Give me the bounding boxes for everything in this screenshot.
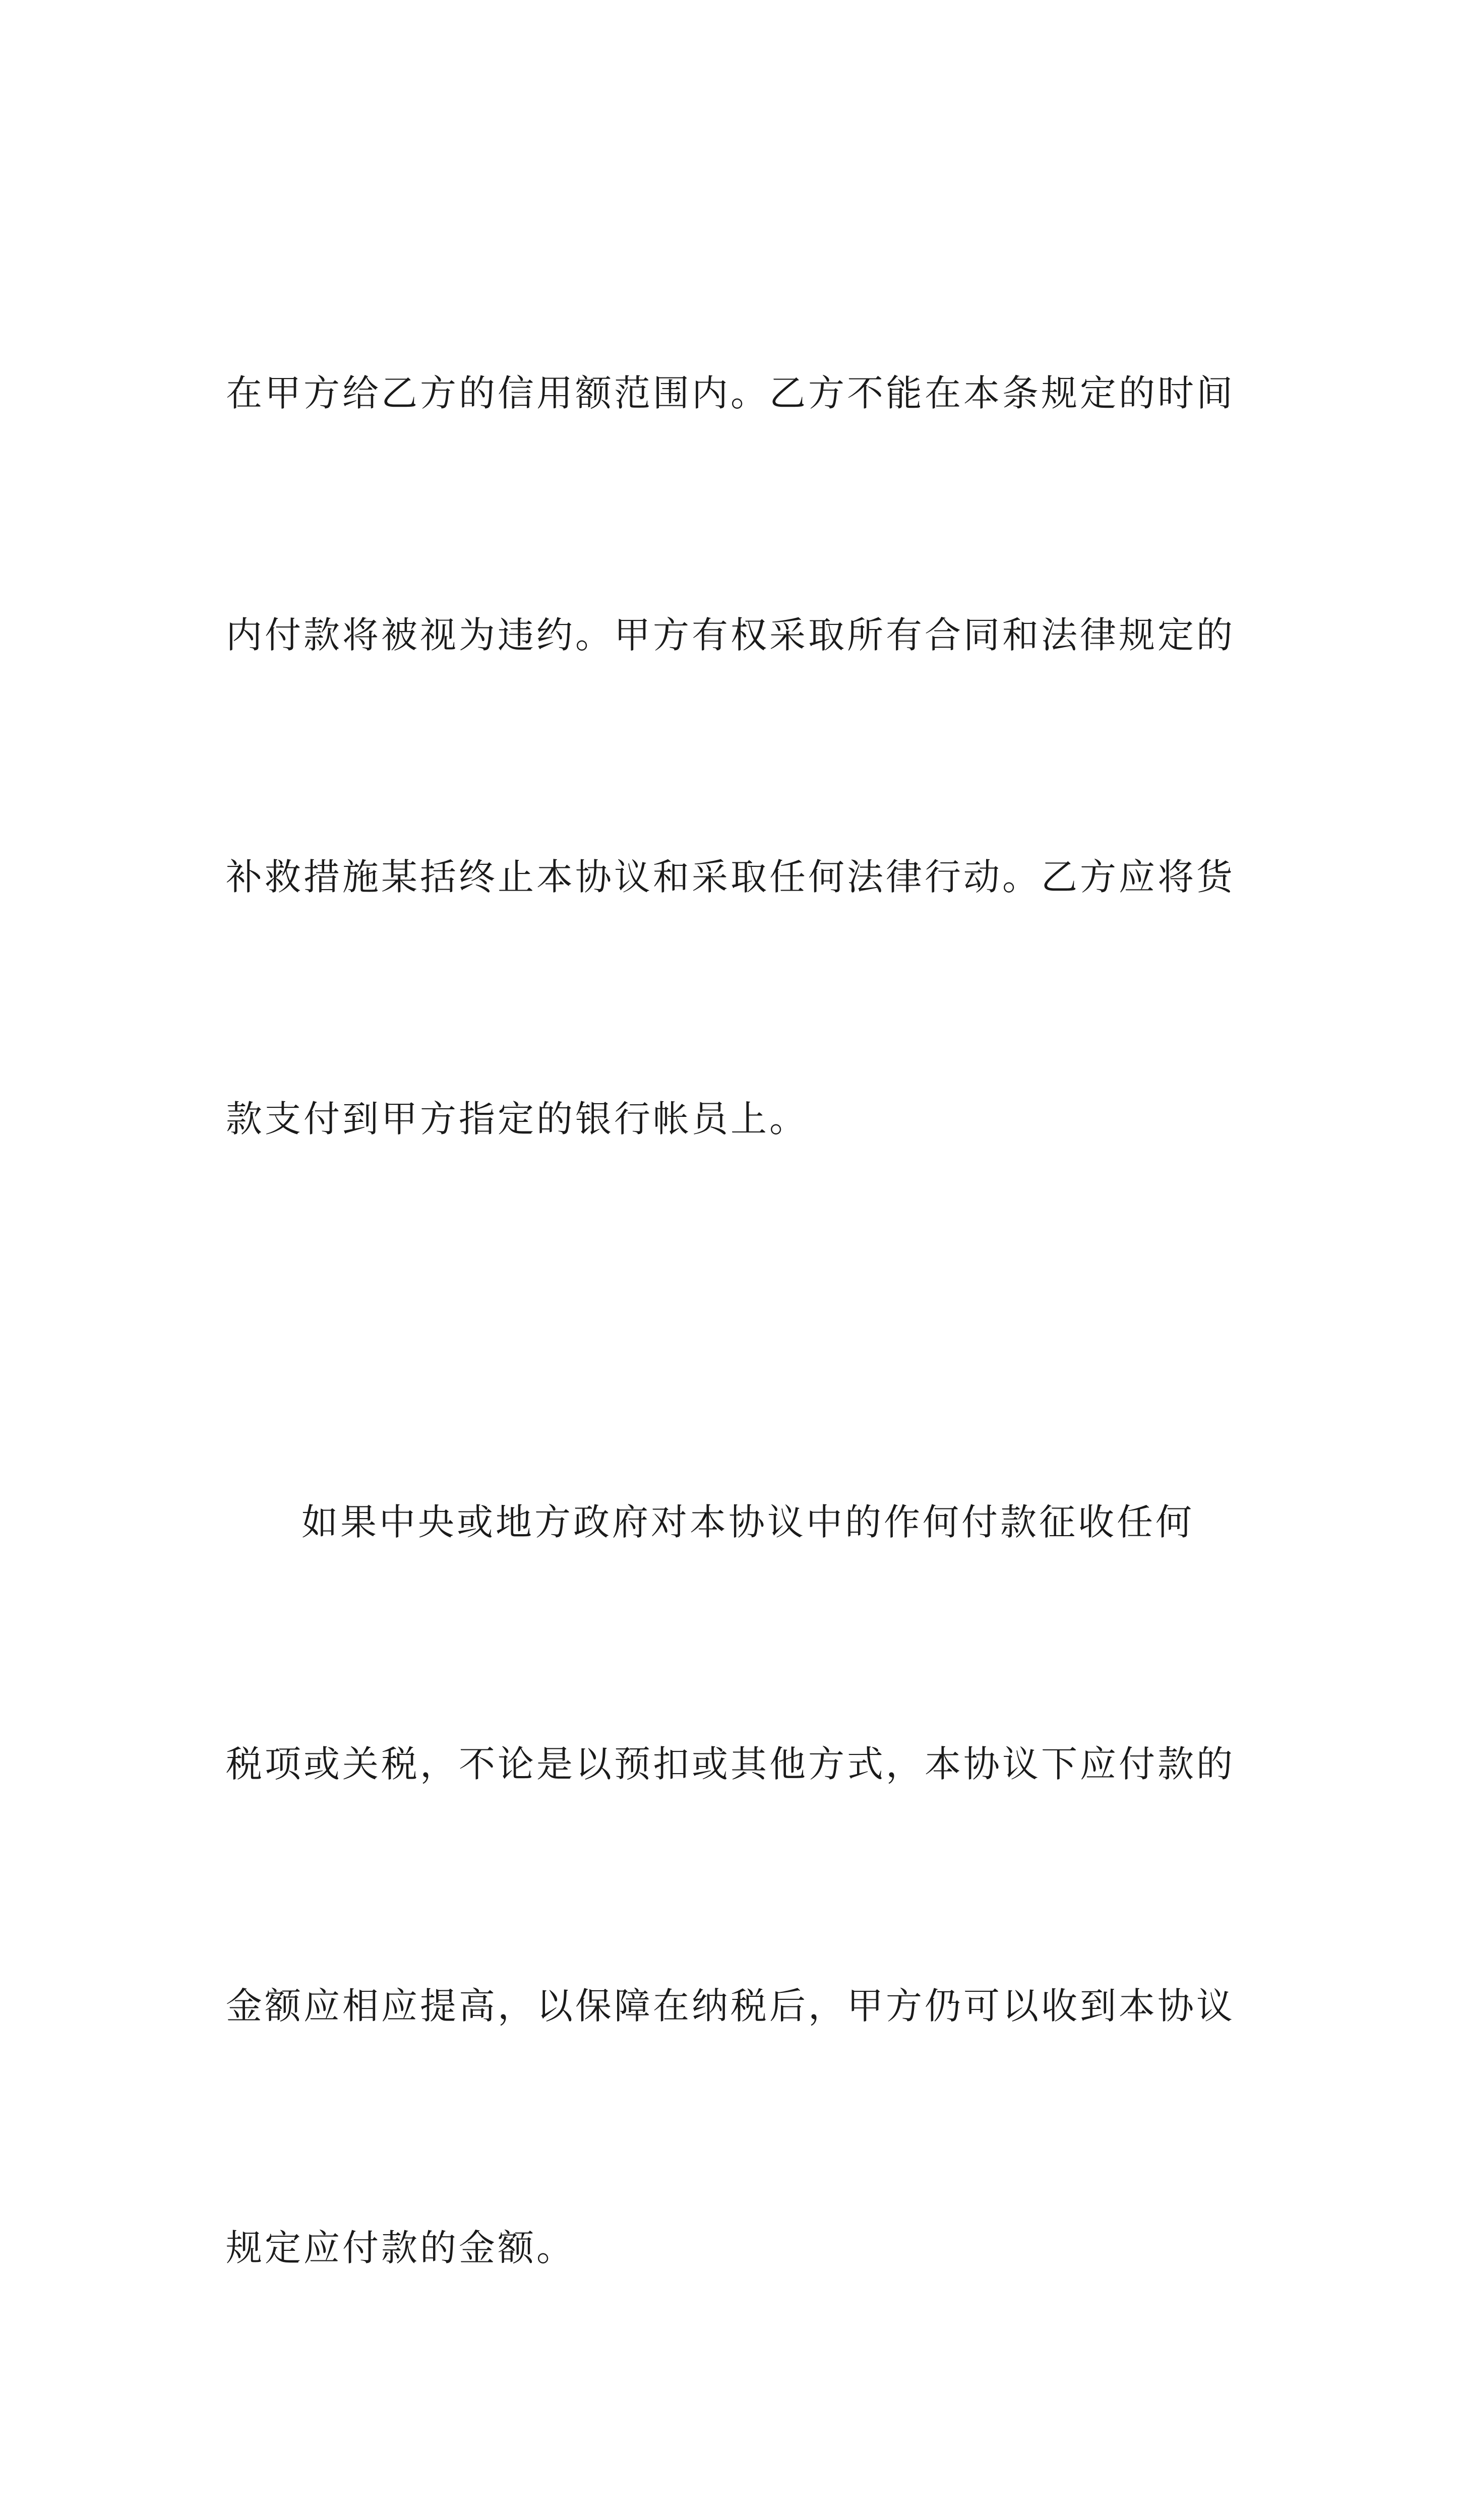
text-line: 款支付到甲方指定的银行帐员上。 <box>226 1098 809 1140</box>
text-line: 如果中央或地方政府对本协议中的作何付款征收任何 <box>301 1501 1195 1543</box>
document-page <box>226 192 1249 2520</box>
text-line: 规定应付款的金额。 <box>226 2227 576 2269</box>
text-line: 内付款将被视为违约。甲方有权采取所有合同和法律规定的 <box>226 614 1236 656</box>
text-line: 税项或关税，不论是以预扣或其他方式，本协议下应付款的 <box>226 1743 1236 1785</box>
paragraph-set-off <box>226 2449 1249 2520</box>
text-line: 补救措施某括终止本协议和采取任何法律行动。乙方应将货 <box>226 856 1236 898</box>
text-line: 金额应相应提高，以保障在纳税后，甲方仍可以收到本协议 <box>226 1985 1236 2027</box>
text-line: 在甲方给乙方的信用额范围内。乙方不能在本条规定的时间 <box>226 372 1236 414</box>
paragraph-taxes <box>226 1320 1249 2449</box>
paragraph-payment-terms <box>226 192 1249 1320</box>
